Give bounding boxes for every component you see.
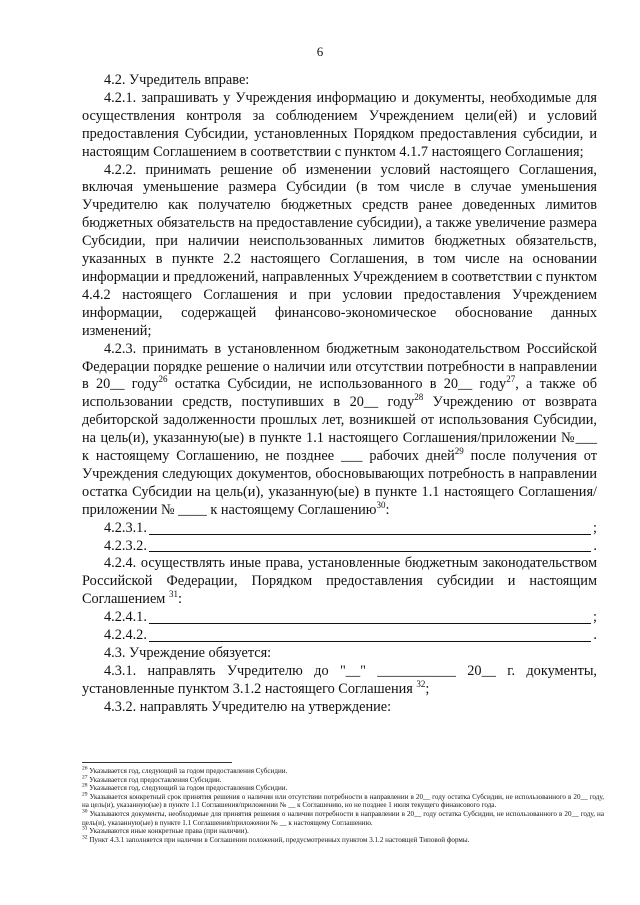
footnote [82, 776, 604, 785]
footnote-text: Указывается год, следующий за годом предоставления Субсидии. [89, 767, 288, 775]
line-end-punctuation: ; [593, 519, 597, 536]
fill-in-line[interactable] [149, 641, 592, 642]
page-number: 6 [316, 44, 324, 59]
clause-4-2-2: 4.2.2. принимать решение об изменении условий настоящего Соглашения, включая уменьшение размера Субсидии (в том числе в случае уменьшения Учредителю как получателю бюджетных средств ранее доведенных лимитов бюджетных обязательств на предоставление субсидии), а также увеличение размера Субсидии, при наличии неиспользованных лимитов бюджетных обязательств, указанных в пункте 2.2 настоящего Соглашения, в том числе на основании информации и предложений, направленных Учреждением в соответствии с пунктом 4.4.2 настоящего Соглашения и при условии предоставления Учреждением информации, содержащей финансово-экономическое обоснование данных изменений; [82, 161, 597, 339]
clause-4-2-4-text: 4.2.4. осуществлять иные права, установленные бюджетным законодательством Российской Федерации, Порядком предоставления субсидии и настоящим Соглашением [82, 555, 597, 608]
clause-4-2-3-2 [82, 538, 597, 556]
fill-in-line[interactable] [149, 623, 591, 624]
footnote [82, 793, 604, 810]
clause-4-2-3-text-2: остатка Субсидии, не использованного в 20__ году [167, 376, 507, 393]
section-4-3-heading: 4.3. Учреждение обязуется: [104, 644, 272, 661]
footnote-ref-31: 31 [168, 589, 178, 600]
footnote [82, 810, 604, 827]
footnote-number: 32 [82, 834, 88, 841]
line-end-punctuation: . [593, 537, 597, 554]
fill-in-line[interactable] [149, 551, 592, 552]
clause-4-2-3-text-5: после получения от Учреждения следующих документов, обосновывающих потребность в направлении остатка Субсидии на цель(и), указанную(ые) в пункте 1.1 настоящего Соглашения/приложении № ____ к настоящему Соглашению [82, 448, 597, 518]
footnote-ref-26: 26 [158, 374, 168, 385]
clause-4-2-3 [82, 341, 597, 520]
footnote-text: Пункт 4.3.1 заполняется при наличии в Соглашении положений, предусмотренных пунктом 3.1.2 настоящей Типовой формы. [89, 835, 470, 844]
clause-label: 4.2.3.1. [104, 519, 147, 536]
clause-4-2-3-text-6: : [385, 501, 390, 518]
footnote-text: Указываются документы, необходимые для принятия решения о наличии потребности в направлении в 20__ году остатка Субсидии, не использованного в 20__ году, на цель(и), указанную(ые) в пункте 1.1 Соглашения/приложении № __ к настоящему Соглашению. [82, 809, 604, 827]
clause-4-2-4-end: : [177, 591, 182, 608]
footnote-number: 31 [82, 825, 88, 832]
clause-4-2-3-1 [82, 520, 597, 538]
line-end-punctuation: . [593, 627, 597, 644]
footnote-number: 27 [82, 774, 88, 781]
footnote-separator [82, 762, 232, 763]
clause-label: 4.2.3.2. [104, 537, 147, 554]
footnote-ref-30: 30 [376, 499, 386, 510]
clause-label: 4.2.4.2. [104, 627, 147, 644]
footnote-number: 29 [82, 791, 88, 798]
footnote-text: Указывается год, следующий за годом предоставления Субсидии. [89, 784, 288, 793]
footnote-ref-27: 27 [506, 374, 516, 385]
footnotes [82, 762, 604, 844]
footnote-number: 30 [82, 808, 88, 815]
clause-4-2-4-2 [82, 627, 597, 645]
document-body [82, 72, 597, 717]
clause-4-2-4-1 [82, 609, 597, 627]
footnote-text: Указываются иные конкретные права (при наличии). [89, 827, 249, 836]
clause-4-2-3-text-4: Учреждению от возврата дебиторской задолженности прошлых лет, возникшей от использования Субсидии, на цель(и), указанную(ые) в пункте 1.1 настоящего Соглашения/приложении №___ к настоящему Соглашению, не позднее ___ рабочих дней [82, 394, 597, 465]
clause-label: 4.2.4.1. [104, 609, 147, 626]
clause-4-3-1-end: ; [425, 680, 430, 697]
footnote-ref-32: 32 [416, 678, 426, 689]
footnote-text: Указывается год предоставления Субсидии. [89, 775, 222, 784]
footnote [82, 827, 604, 836]
footnote-number: 28 [82, 782, 88, 789]
footnote [82, 784, 604, 793]
clause-4-3-2: 4.3.2. направлять Учредителю на утверждение: [104, 698, 392, 715]
line-end-punctuation: ; [593, 609, 597, 626]
footnote-number: 26 [82, 765, 88, 772]
footnote-ref-29: 29 [454, 446, 464, 457]
footnote [82, 767, 604, 776]
footnote-text: Указывается конкретный срок принятия решения о наличии или отсутствии потребности в направлении в 20__ году остатка Субсидии, не использованного в 20__ году, на цель(и), указанную(ые) в пункте 1.1 Соглашения/приложении № __ к Соглашению, но не позднее 1 июля текущего финансового года. [82, 792, 604, 810]
clause-4-2-1: 4.2.1. запрашивать у Учреждения информацию и документы, необходимые для осуществления контроля за соблюдением Учреждением цели(ей) и условий предоставления Субсидии, установленных Порядком предоставления субсидии, и настоящим Соглашением в соответствии с пунктом 4.1.7 настоящего Соглашения; [82, 89, 597, 160]
clause-4-3-1 [82, 663, 597, 699]
clause-4-2-3-text-3: , а также об использовании средств, поступивших в 20__ году [82, 376, 597, 411]
clause-4-3-1-text: 4.3.1. направлять Учредителю до "__" ___________ 20__ г. документы, установленные пунктом 3.1.2 настоящего Соглашения [82, 662, 597, 697]
section-4-2-heading: 4.2. Учредитель вправе: [104, 72, 250, 88]
footnote [82, 836, 604, 845]
clause-4-2-4 [82, 555, 597, 609]
clause-4-2-3-text-1: 4.2.3. принимать в установленном бюджетным законодательством Российской Федерации порядке решение о наличии или отсутствии потребности в направлении в 20__ году [82, 340, 597, 393]
fill-in-line[interactable] [149, 534, 591, 535]
footnote-ref-28: 28 [414, 392, 424, 403]
